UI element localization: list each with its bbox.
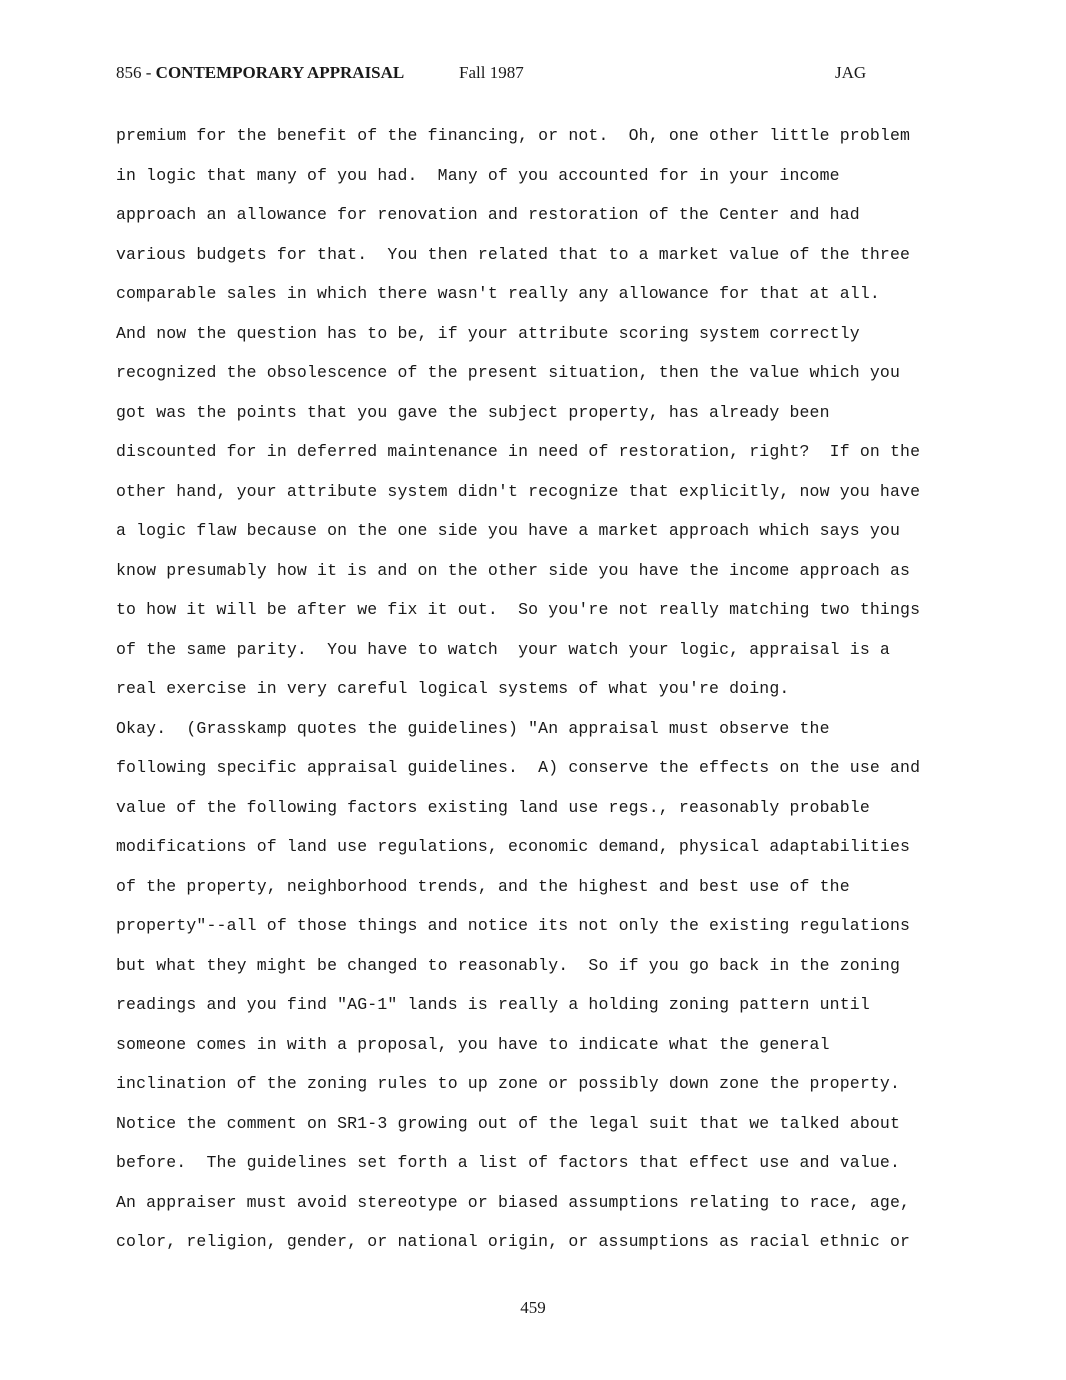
text-line: various budgets for that. You then related that to a market value of the three [116, 244, 911, 264]
text-line: know presumably how it is and on the other side you have the income approach as [116, 560, 911, 580]
text-line: modifications of land use regulations, economic demand, physical adaptabilities [116, 837, 911, 856]
text-line: before. The guidelines set forth a list of factors that effect use and value. [116, 1153, 901, 1172]
text-line: And now the question has to be, if your attribute scoring system correctly [116, 323, 860, 343]
text-line: but what they might be changed to reasonably. So if you go back in the zoning [116, 955, 901, 975]
course-heading [116, 62, 404, 84]
page-number: 459 [520, 1298, 546, 1317]
text-line: comparable sales in which there wasn't really any allowance for that at all. [116, 284, 880, 303]
author-initials: JAG [835, 63, 867, 82]
text-line: Okay. (Grasskamp quotes the guidelines) "An appraisal must observe the [116, 718, 830, 738]
text-line: real exercise in very careful logical systems of what you're doing. [116, 679, 790, 698]
text-line: following specific appraisal guidelines. A) conserve the effects on the use and [116, 758, 921, 777]
text-line: property"--all of those things and notice its not only the existing regulations [116, 916, 911, 935]
transcript-body [116, 124, 996, 1270]
course-number: 856 - [116, 63, 156, 82]
text-line: An appraiser must avoid stereotype or biased assumptions relating to race, age, [116, 1192, 911, 1212]
text-line: of the same parity. You have to watch your watch your logic, appraisal is a [116, 639, 890, 659]
text-line: inclination of the zoning rules to up zone or possibly down zone the property. [116, 1074, 901, 1093]
text-line: discounted for in deferred maintenance in need of restoration, right? If on the [116, 442, 921, 461]
text-line: other hand, your attribute system didn't recognize that explicitly, now you have [116, 481, 921, 501]
text-line: readings and you find "AG-1" lands is really a holding zoning pattern until [116, 995, 870, 1014]
text-line: to how it will be after we fix it out. So you're not really matching two things [116, 600, 921, 619]
text-line: in logic that many of you had. Many of you accounted for in your income [116, 165, 840, 185]
text-line: Notice the comment on SR1-3 growing out of the legal suit that we talked about [116, 1113, 901, 1133]
text-line: premium for the benefit of the financing, or not. Oh, one other little problem [116, 126, 911, 145]
text-line: a logic flaw because on the one side you have a market approach which says you [116, 521, 901, 540]
text-line: someone comes in with a proposal, you have to indicate what the general [116, 1034, 830, 1054]
text-line: got was the points that you gave the subject property, has already been [116, 402, 830, 422]
text-line: recognized the obsolescence of the present situation, then the value which you [116, 363, 901, 382]
page-header [116, 62, 876, 86]
course-title: CONTEMPORARY APPRAISAL [155, 63, 405, 82]
term-label: Fall 1987 [459, 63, 524, 82]
text-line: of the property, neighborhood trends, and the highest and best use of the [116, 876, 850, 896]
text-line: value of the following factors existing land use regs., reasonably probable [116, 797, 870, 817]
text-line: color, religion, gender, or national origin, or assumptions as racial ethnic or [116, 1232, 911, 1251]
text-line: approach an allowance for renovation and restoration of the Center and had [116, 205, 860, 224]
